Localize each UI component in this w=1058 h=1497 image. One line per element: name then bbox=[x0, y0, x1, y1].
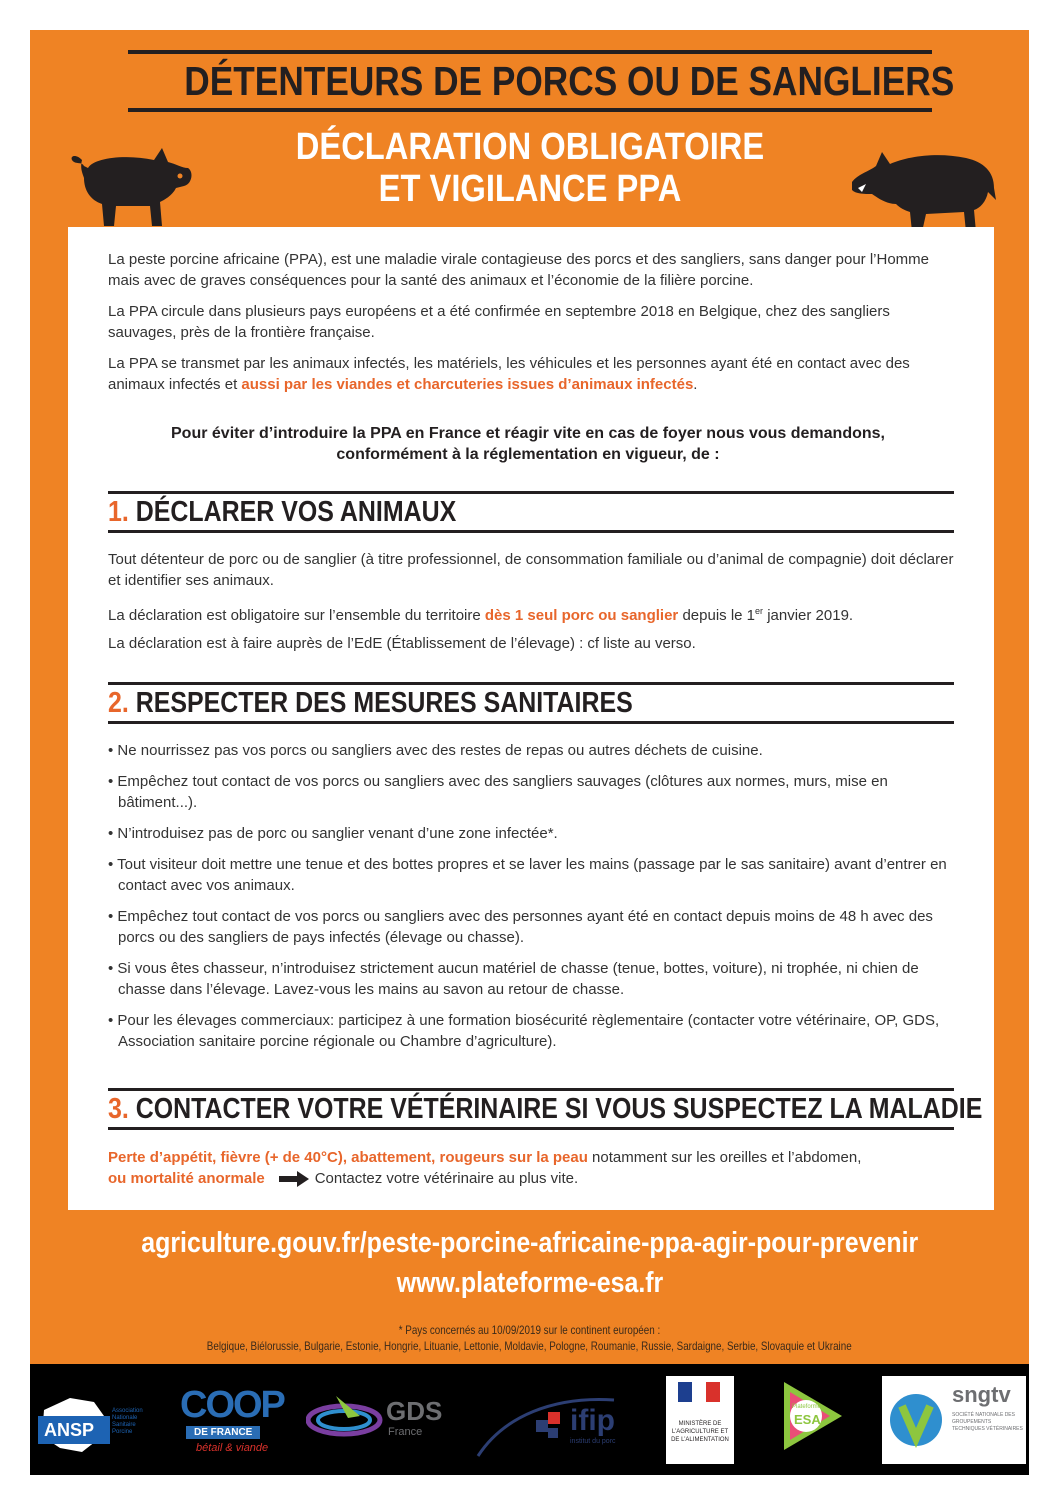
intro-p3-text: La PPA se transmet par les animaux infectés, les matériels, les véhicules et les personnes ayant été en contact avec des animaux infectés et bbox=[108, 355, 910, 393]
section-1-paragraph-2 bbox=[108, 601, 958, 626]
gds-logo bbox=[306, 1376, 456, 1464]
sngtv-sub-label: SOCIÉTÉ NATIONALE DES GROUPEMENTS TECHNIQUES VÉTÉRINAIRES bbox=[952, 1412, 1023, 1432]
list-item: • Pour les élevages commerciaux: participez à une formation biosécurité règlementaire (contacter votre vétérinaire, OP, GDS, Association sanitaire porcine régionale ou Chambre d’agriculture). bbox=[108, 1012, 940, 1050]
main-title: DÉTENTEURS DE PORCS OU DE SANGLIERS bbox=[184, 58, 955, 104]
list-item: • Tout visiteur doit mettre une tenue et des bottes propres et se laver les mains (passage par le sas sanitaire) avant d’entrer en contact avec vos animaux. bbox=[108, 856, 947, 894]
sub-title-line2: ET VIGILANCE PPA bbox=[378, 168, 682, 210]
main-title-frame bbox=[128, 50, 955, 112]
intro-p3-end: . bbox=[693, 376, 698, 393]
ifip-logo bbox=[474, 1376, 634, 1464]
footnote-line-1-text: * Pays concernés au 10/09/2019 sur le continent européen : bbox=[398, 1323, 661, 1337]
intro-paragraph-3 bbox=[108, 353, 958, 395]
poster bbox=[30, 30, 1029, 1475]
sngtv-logo bbox=[882, 1376, 1026, 1464]
section-3-number: 3. bbox=[108, 1093, 129, 1125]
action-text: Contactez votre vétérinaire au plus vite. bbox=[314, 1170, 579, 1187]
ansp-sub-label: Association Nationale Sanitaire Porcine bbox=[112, 1408, 143, 1435]
section-1-paragraph-1: Tout détenteur de porc ou de sanglier (à titre professionnel, de consommation familiale ou d’animal de compagnie) doit déclarer et identifier ses animaux. bbox=[108, 551, 954, 589]
coop-logo bbox=[178, 1376, 292, 1464]
url-agriculture[interactable] bbox=[30, 1226, 1029, 1260]
section-2-number: 2. bbox=[108, 687, 129, 719]
footnote-line-1 bbox=[30, 1322, 1029, 1338]
url-agriculture-text: agriculture.gouv.fr/peste-porcine-africaine-ppa-agir-pour-prevenir bbox=[141, 1227, 918, 1259]
section-1-title: DÉCLARER VOS ANIMAUX bbox=[135, 496, 457, 528]
section-1-number: 1. bbox=[108, 496, 129, 528]
intro-paragraph-1: La peste porcine africaine (PPA), est une maladie virale contagieuse des porcs et des sangliers, sans danger pour l’Homme mais avec de graves conséquences pour la santé des animaux et l’économie de la filière porcine. bbox=[108, 251, 929, 289]
content-panel bbox=[68, 227, 994, 1210]
mortality-text: ou mortalité anormale bbox=[108, 1170, 265, 1187]
partner-logo-bar bbox=[30, 1364, 1029, 1475]
coop-label: COOP bbox=[180, 1384, 284, 1426]
intro-paragraph-2: La PPA circule dans plusieurs pays européens et a été confirmée en septembre 2018 en Belgique, chez des sangliers sauvages, près de la frontière française. bbox=[108, 303, 890, 341]
url-plateforme-esa-text: www.plateforme-esa.fr bbox=[396, 1267, 663, 1299]
sngtv-label: sngtv bbox=[952, 1382, 1011, 1407]
ministere-label: MINISTÈRE DE L’AGRICULTURE ET DE L’ALIMENTATION bbox=[671, 1421, 729, 1443]
s1-p2-end: janvier 2019. bbox=[763, 607, 854, 624]
footnote-line-2 bbox=[30, 1338, 1029, 1354]
s1-p2-sup: er bbox=[755, 606, 764, 616]
request-statement bbox=[128, 423, 928, 465]
pig-icon bbox=[64, 138, 194, 228]
ifip-label: ifip bbox=[570, 1404, 615, 1437]
section-3-paragraph bbox=[108, 1147, 958, 1189]
ifip-sub-label: institut du porc bbox=[570, 1438, 616, 1445]
section-2-heading bbox=[108, 682, 954, 724]
section-3-title: CONTACTER VOTRE VÉTÉRINAIRE SI VOUS SUSPECTEZ LA MALADIE bbox=[135, 1093, 983, 1125]
list-item: • Empêchez tout contact de vos porcs ou sangliers avec des personnes ayant été en contact depuis moins de 48 h avec des porcs ou des sangliers de pays infectés (élevage ou chasse). bbox=[108, 908, 933, 946]
list-item: • Empêchez tout contact de vos porcs ou sangliers avec des sangliers sauvages (clôtures aux normes, murs, mise en bâtiment...). bbox=[108, 773, 888, 811]
s1-p2-mid: depuis le 1 bbox=[678, 607, 756, 624]
symptoms-rest: notamment sur les oreilles et l’abdomen, bbox=[587, 1149, 862, 1166]
marianne-flag-icon bbox=[666, 1376, 734, 1416]
esa-sub-label: Plateforme bbox=[792, 1404, 822, 1410]
sanitary-measures-list bbox=[108, 740, 958, 1062]
list-item: • Si vous êtes chasseur, n’introduisez strictement aucun matériel de chasse (tenue, bottes, voiture), ni trophée, ni chien de chasse dans l’élevage. Lavez-vous les mains au savon au retour de chasse. bbox=[108, 960, 919, 998]
gds-label: GDS bbox=[386, 1396, 443, 1426]
esa-label: ESA bbox=[794, 1412, 821, 1427]
symptoms-text: Perte d’appétit, fièvre (+ de 40°C), abattement, rougeurs sur la peau bbox=[108, 1149, 588, 1166]
url-plateforme-esa[interactable] bbox=[30, 1266, 1029, 1300]
sngtv-v-icon bbox=[886, 1390, 946, 1450]
section-1-paragraph-3: La déclaration est à faire auprès de l’EdE (Établissement de l’élevage) : cf liste au verso. bbox=[108, 635, 696, 652]
request-line-2: conformément à la réglementation en vigueur, de : bbox=[336, 446, 720, 463]
coop-tagline: bétail & viande bbox=[196, 1442, 269, 1454]
ansp-logo bbox=[34, 1376, 143, 1464]
arrow-right-icon bbox=[279, 1171, 309, 1187]
list-item: • N’introduisez pas de porc ou sanglier venant d’une zone infectée*. bbox=[108, 825, 558, 842]
request-line-1: Pour éviter d’introduire la PPA en France et réagir vite en cas de foyer nous vous demandons, bbox=[171, 425, 885, 442]
s1-p2-text: La déclaration est obligatoire sur l’ensemble du territoire bbox=[108, 607, 485, 624]
section-3-heading bbox=[108, 1088, 983, 1130]
footnote-line-2-text: Belgique, Biélorussie, Bulgarie, Estonie, Hongrie, Lituanie, Lettonie, Moldavie, Pologne, Roumanie, Russie, Sardaigne, Serbie, Slovaquie et Ukraine bbox=[207, 1339, 852, 1353]
esa-logo bbox=[776, 1376, 848, 1464]
coop-sub-label: DE FRANCE bbox=[186, 1426, 260, 1439]
ansp-label: ANSP bbox=[44, 1420, 95, 1440]
gds-sub-label: France bbox=[388, 1426, 423, 1438]
s1-p2-highlight: dès 1 seul porc ou sanglier bbox=[484, 607, 679, 624]
boar-icon bbox=[848, 138, 998, 234]
section-2-title: RESPECTER DES MESURES SANITAIRES bbox=[135, 687, 633, 719]
sub-title-line1: DÉCLARATION OBLIGATOIRE bbox=[295, 126, 765, 168]
gds-swirl-icon bbox=[306, 1390, 386, 1450]
intro-p3-highlight: aussi par les viandes et charcuteries issues d’animaux infectés bbox=[241, 376, 694, 393]
section-1-heading bbox=[108, 491, 954, 533]
ministere-logo bbox=[666, 1376, 734, 1464]
sub-title bbox=[272, 126, 788, 210]
list-item: • Ne nourrissez pas vos porcs ou sangliers avec des restes de repas ou autres déchets de cuisine. bbox=[108, 742, 763, 759]
